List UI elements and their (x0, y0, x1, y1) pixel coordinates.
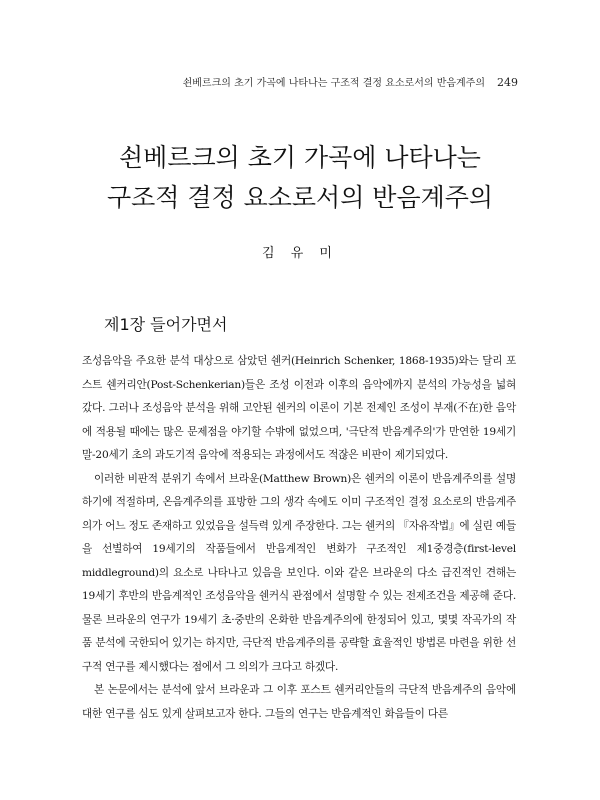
author-name: 김 유 미 (262, 246, 338, 261)
paragraph-2: 이러한 비판적 분위기 속에서 브라운(Matthew Brown)은 쉔커의 이론이 반음계주의를 설명하기에 적절하며, 온음계주의를 표방한 그의 생각 속에도 이미 구조적인 결정 요소로의 반음계주의가 어느 정도 존재하고 있었음을 설득력 있게 주장한다. 그는 쉔커의 『자유작법』에 실린 예들을 선별하여 19세기의 작품들에서 반음계적인 변화가 구조적인 제1중경층(first-level middleground)의 요소로 나타나고 있음을 보인다. 이와 같은 브라운의 다소 급진적인 견해는 19세기 후반의 반음계적인 조성음악을 쉔커식 관점에서 설명할 수 있는 전제조건을 제공해 준다. 물론 브라운의 연구가 19세기 초·중반의 온화한 반음계주의에 한정되어 있고, 몇몇 작곡가의 작품 분석에 국한되어 있기는 하지만, 극단적 반음계주의를 공략할 효율적인 방법론 마련을 위한 선구적 연구를 제시했다는 점에서 그 의의가 크다고 하겠다. (82, 472, 516, 673)
section-heading: 제1장 들어가면서 (104, 315, 228, 334)
page-number: 249 (497, 76, 518, 89)
article-title (0, 138, 600, 218)
body-text (82, 350, 516, 726)
paragraph-3: 본 논문에서는 분석에 앞서 브라운과 그 이후 포스트 쉔커리안들의 극단적 반음계주의 음악에 대한 연구를 심도 있게 살펴보고자 한다. 그들의 연구는 반음계적인 화음들이 다른 (82, 684, 516, 720)
paragraph-1: 조성음악을 주요한 분석 대상으로 삼았던 쉔커(Heinrich Schenker, 1868-1935)와는 달리 포스트 쉔커리안(Post-Schenkerian)들은 조성 이전과 이후의 음악에까지 분석의 가능성을 넓혀갔다. 그러나 조성음악 분석을 위해 고안된 쉔커의 이론이 기본 전제인 조성이 부재(不在)한 음악에 적용될 때에는 많은 문제점을 야기할 수밖에 없었으며, '극단적 반음계주의'가 만연한 19세기 말-20세기 초의 과도기적 음악에 적용되는 과정에서도 적잖은 비판이 제기되었다. (82, 355, 516, 461)
article-title-line1: 쇤베르크의 초기 가곡에 나타나는 (119, 143, 481, 172)
running-head-title: 쇤베르크의 초기 가곡에 나타나는 구조적 결정 요소로서의 반음계주의 (182, 78, 485, 89)
article-title-line2: 구조적 결정 요소로서의 반음계주의 (106, 183, 494, 212)
running-head (183, 74, 518, 89)
